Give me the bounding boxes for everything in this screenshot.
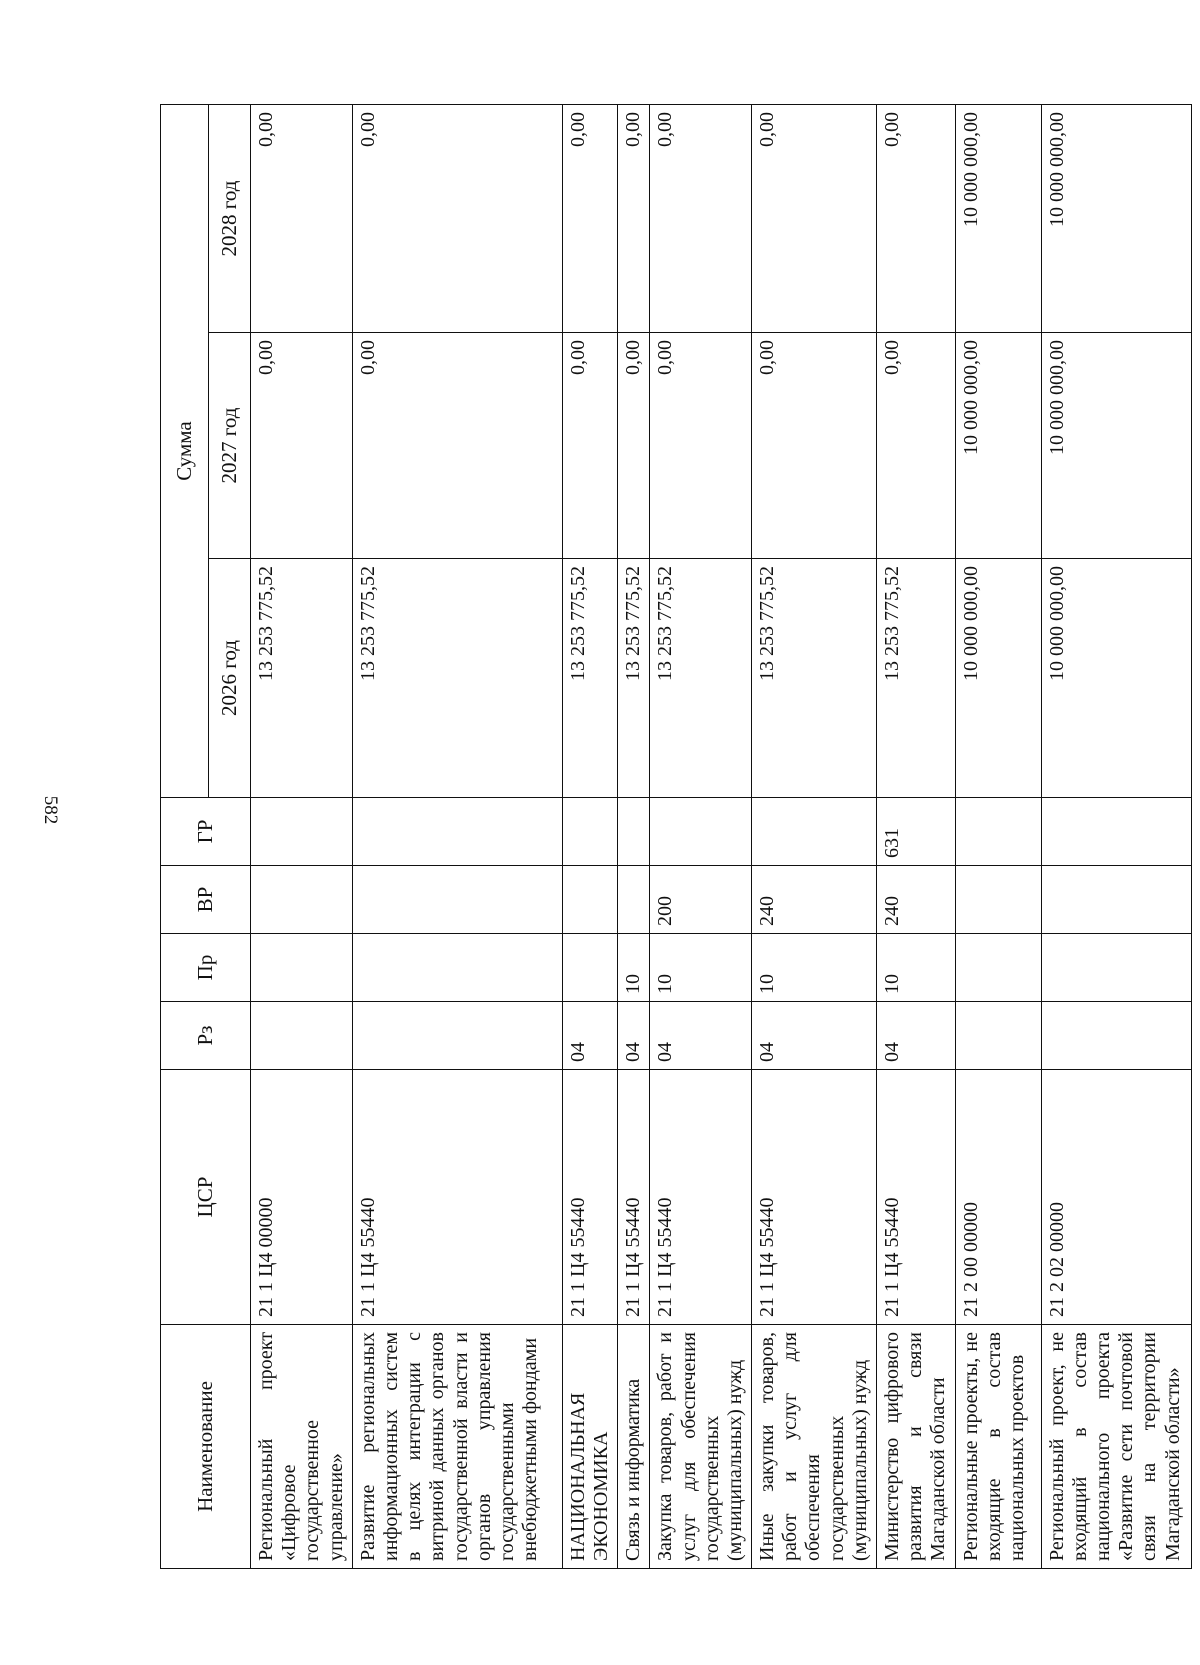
row-vr-cell [352, 866, 562, 934]
row-2026-cell: 13 253 775,52 [562, 559, 617, 798]
row-2028-cell: 0,00 [650, 104, 752, 332]
row-pr-cell: 10 [618, 934, 650, 1002]
row-vr-cell: 200 [650, 866, 752, 934]
header-name: Наименование [161, 1325, 251, 1569]
row-vr-cell [618, 866, 650, 934]
row-csr-cell: 21 1 Ц4 55440 [752, 1070, 877, 1325]
row-2026-cell: 10 000 000,00 [955, 559, 1041, 798]
row-pr-cell [352, 934, 562, 1002]
row-rz-cell: 04 [752, 1002, 877, 1070]
row-vr-cell [562, 866, 617, 934]
row-gr-cell [352, 798, 562, 866]
row-2028-cell: 0,00 [251, 104, 353, 332]
table-row [618, 104, 650, 1568]
row-2028-cell: 0,00 [352, 104, 562, 332]
row-2027-cell: 0,00 [352, 333, 562, 559]
row-pr-cell [562, 934, 617, 1002]
row-rz-cell: 04 [650, 1002, 752, 1070]
header-gr: ГР [161, 798, 251, 866]
row-gr-cell: 631 [877, 798, 956, 866]
table-row [955, 104, 1041, 1568]
row-vr-cell [955, 866, 1041, 934]
header-vr: ВР [161, 866, 251, 934]
row-2027-cell: 0,00 [618, 333, 650, 559]
row-2027-cell: 0,00 [752, 333, 877, 559]
row-vr-cell: 240 [877, 866, 956, 934]
row-gr-cell [562, 798, 617, 866]
row-2028-cell: 0,00 [877, 104, 956, 332]
header-2026: 2026 год [209, 559, 251, 798]
row-pr-cell: 10 [752, 934, 877, 1002]
row-gr-cell [650, 798, 752, 866]
table-row [650, 104, 752, 1568]
row-gr-cell [955, 798, 1041, 866]
row-name-cell: Иные закупки товаров, работ и услуг для обеспечения государственных (муниципальных) нужд [752, 1325, 877, 1569]
table-row [752, 104, 877, 1568]
row-rz-cell [352, 1002, 562, 1070]
row-2027-cell: 0,00 [251, 333, 353, 559]
table-row [562, 104, 617, 1568]
table-row [1041, 104, 1191, 1568]
row-rz-cell: 04 [877, 1002, 956, 1070]
row-2027-cell: 0,00 [650, 333, 752, 559]
row-name-cell: Региональный проект, не входящий в состав национального проекта «Развитие сети почтовой связи на территории Магаданской области» [1041, 1325, 1191, 1569]
row-gr-cell [752, 798, 877, 866]
row-rz-cell [1041, 1002, 1191, 1070]
row-2027-cell: 10 000 000,00 [1041, 333, 1191, 559]
row-2028-cell: 10 000 000,00 [955, 104, 1041, 332]
row-2026-cell: 13 253 775,52 [352, 559, 562, 798]
row-2028-cell: 0,00 [752, 104, 877, 332]
row-rz-cell [955, 1002, 1041, 1070]
row-pr-cell: 10 [877, 934, 956, 1002]
table-body [251, 104, 1192, 1568]
row-name-cell: Развитие региональных информационных систем в целях интеграции с витриной данных органов государственной власти и органов управления государственными внебюджетными фондами [352, 1325, 562, 1569]
row-pr-cell [1041, 934, 1191, 1002]
table-row [251, 104, 353, 1568]
row-2026-cell: 10 000 000,00 [1041, 559, 1191, 798]
row-csr-cell: 21 1 Ц4 00000 [251, 1070, 353, 1325]
row-pr-cell [955, 934, 1041, 1002]
budget-table-container [160, 105, 1184, 1569]
row-2026-cell: 13 253 775,52 [877, 559, 956, 798]
header-pr: Пр [161, 934, 251, 1002]
row-pr-cell [251, 934, 353, 1002]
row-2028-cell: 0,00 [618, 104, 650, 332]
row-name-cell: Министерство цифрового развития и связи Магаданской области [877, 1325, 956, 1569]
row-gr-cell [1041, 798, 1191, 866]
row-2026-cell: 13 253 775,52 [752, 559, 877, 798]
page-number: 582 [40, 795, 61, 825]
row-name-cell: Закупка товаров, работ и услуг для обеспечения государственных (муниципальных) нужд [650, 1325, 752, 1569]
row-2026-cell: 13 253 775,52 [251, 559, 353, 798]
row-name-cell: НАЦИОНАЛЬНАЯ ЭКОНОМИКА [562, 1325, 617, 1569]
row-name-cell: Региональные проекты, не входящие в состав национальных проектов [955, 1325, 1041, 1569]
row-rz-cell: 04 [562, 1002, 617, 1070]
row-name-cell: Региональный проект «Цифровое государственное управление» [251, 1325, 353, 1569]
row-csr-cell: 21 1 Ц4 55440 [618, 1070, 650, 1325]
row-name-cell: Связь и информатика [618, 1325, 650, 1569]
row-vr-cell [251, 866, 353, 934]
row-pr-cell: 10 [650, 934, 752, 1002]
header-csr: ЦСР [161, 1070, 251, 1325]
header-2028: 2028 год [209, 104, 251, 332]
row-csr-cell: 21 2 00 00000 [955, 1070, 1041, 1325]
row-gr-cell [251, 798, 353, 866]
row-2026-cell: 13 253 775,52 [650, 559, 752, 798]
row-2026-cell: 13 253 775,52 [618, 559, 650, 798]
table-row [877, 104, 956, 1568]
row-2028-cell: 0,00 [562, 104, 617, 332]
row-2027-cell: 10 000 000,00 [955, 333, 1041, 559]
row-rz-cell [251, 1002, 353, 1070]
header-sum: Сумма [161, 104, 209, 797]
header-rz: Рз [161, 1002, 251, 1070]
row-vr-cell: 240 [752, 866, 877, 934]
row-csr-cell: 21 1 Ц4 55440 [352, 1070, 562, 1325]
row-csr-cell: 21 1 Ц4 55440 [562, 1070, 617, 1325]
row-csr-cell: 21 1 Ц4 55440 [877, 1070, 956, 1325]
budget-table [160, 104, 1192, 1569]
row-csr-cell: 21 1 Ц4 55440 [650, 1070, 752, 1325]
row-gr-cell [618, 798, 650, 866]
header-2027: 2027 год [209, 333, 251, 559]
row-2028-cell: 10 000 000,00 [1041, 104, 1191, 332]
row-vr-cell [1041, 866, 1191, 934]
row-csr-cell: 21 2 02 00000 [1041, 1070, 1191, 1325]
row-2027-cell: 0,00 [562, 333, 617, 559]
table-row [352, 104, 562, 1568]
row-rz-cell: 04 [618, 1002, 650, 1070]
row-2027-cell: 0,00 [877, 333, 956, 559]
